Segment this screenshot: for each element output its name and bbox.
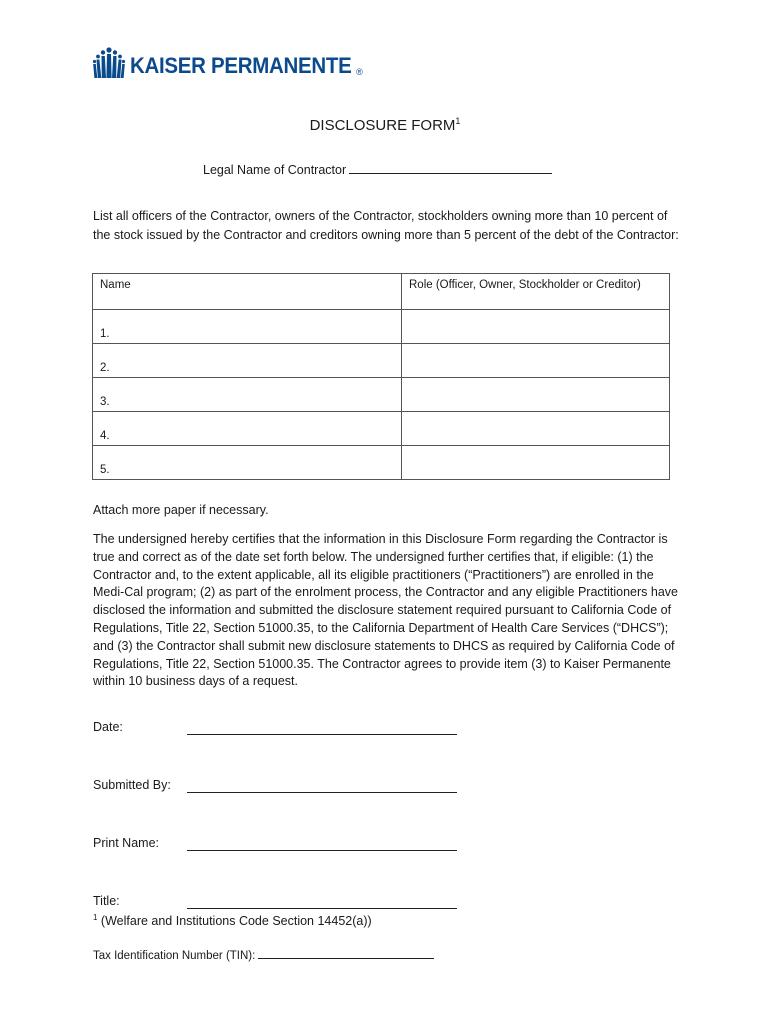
submitted-by-line[interactable] <box>187 792 457 793</box>
table-row[interactable] <box>93 446 670 480</box>
row-name-cell[interactable]: 2. <box>93 344 402 378</box>
title-line[interactable] <box>187 908 457 909</box>
date-line[interactable] <box>187 734 457 735</box>
table-row[interactable] <box>93 378 670 412</box>
table-header-row <box>93 274 670 310</box>
table-row[interactable] <box>93 412 670 446</box>
disclosure-table <box>92 273 670 480</box>
date-label: Date: <box>93 720 123 734</box>
certification-text: The undersigned hereby certifies that the information in this Disclosure Form regarding the Contractor is true and correct as of the date set forth below. The undersigned further certifies that, if eligible: (1) the Contractor and, to the extent applicable, all its eligible practitioners (“Practitioners”) are enrolled in the Medi-Cal program; (2) as part of the enrolment process, the Contractor and any eligible Practitioners have disclosed the information and submitted the disclosure statement required pursuant to California Code of Regulations, Title 22, Section 51000.35, to the California Department of Health Care Services (“DHCS”); and (3) the Contractor shall submit new disclosure statements to DHCS as required by California Code of Regulations, Title 22, Section 51000.35. The Contractor agrees to provide item (3) to Kaiser Permanente within 10 business days of a request. <box>93 532 679 689</box>
column-header-role: Role (Officer, Owner, Stockholder or Creditor) <box>402 274 670 310</box>
tin-label: Tax Identification Number (TIN): <box>93 950 256 962</box>
submitted-by-field[interactable] <box>93 778 171 792</box>
kaiser-people-icon <box>92 46 126 80</box>
form-title: DISCLOSURE FORM$^1$ <box>309 116 461 134</box>
row-role-cell[interactable] <box>402 446 670 480</box>
row-role-cell[interactable] <box>402 344 670 378</box>
print-name-field[interactable] <box>93 836 159 850</box>
legal-name-line[interactable] <box>349 161 552 174</box>
table-row[interactable] <box>93 310 670 344</box>
row-role-cell[interactable] <box>402 310 670 344</box>
print-name-line[interactable] <box>187 850 457 851</box>
footnote-text: (Welfare and Institutions Code Section 14452(a)) <box>97 914 372 929</box>
footnote <box>93 913 372 928</box>
legal-name-label: Legal Name of Contractor <box>203 163 347 177</box>
legal-name-field[interactable] <box>203 161 552 177</box>
footnote-mark: 1 <box>93 913 98 922</box>
row-name-cell[interactable]: 3. <box>93 378 402 412</box>
title-field[interactable] <box>93 894 120 908</box>
tin-line[interactable] <box>258 948 434 959</box>
table-row[interactable] <box>93 344 670 378</box>
print-name-label: Print Name: <box>93 836 159 850</box>
company-logo <box>92 44 363 80</box>
column-header-name: Name <box>93 274 402 310</box>
row-name-cell[interactable]: 5. <box>93 446 402 480</box>
title-footnote-mark: 1 <box>455 116 461 126</box>
title-label: Title: <box>93 894 120 908</box>
row-name-cell[interactable]: 4. <box>93 412 402 446</box>
date-field[interactable] <box>93 720 123 734</box>
row-role-cell[interactable] <box>402 378 670 412</box>
logo-wordmark: KAISER PERMANENTE <box>130 53 352 78</box>
instructions-text: List all officers of the Contractor, owners of the Contractor, stockholders owning more than 10 percent of the stock issued by the Contractor and creditors owning more than 5 percent of the debt of the Contractor: <box>93 209 679 242</box>
row-name-cell[interactable]: 1. <box>93 310 402 344</box>
attach-note: Attach more paper if necessary. <box>93 503 269 517</box>
submitted-by-label: Submitted By: <box>93 778 171 792</box>
registered-mark: ® <box>356 67 363 77</box>
tin-field[interactable] <box>93 948 434 962</box>
row-role-cell[interactable] <box>402 412 670 446</box>
